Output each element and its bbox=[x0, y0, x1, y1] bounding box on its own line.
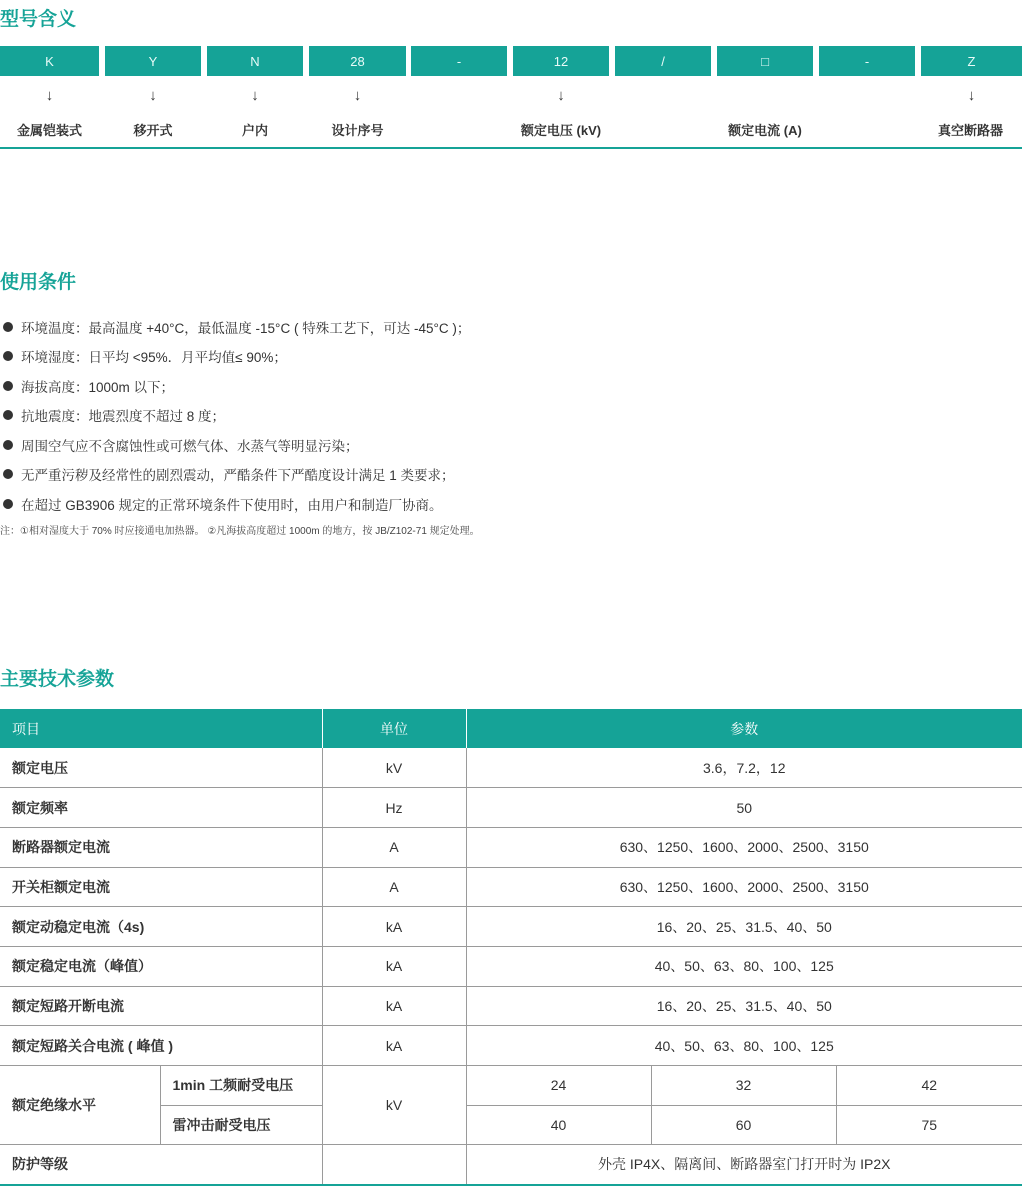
model-description: 额定电流 (A) bbox=[728, 123, 802, 138]
list-item bbox=[3, 312, 470, 342]
row-unit: Hz bbox=[322, 788, 466, 828]
model-code-cell: K bbox=[0, 46, 99, 76]
header-value: 参数 bbox=[466, 709, 1022, 748]
down-arrow-icon: ↓ bbox=[251, 87, 259, 104]
conditions-section-title: 使用条件 bbox=[0, 272, 77, 293]
row-item: 额定动稳定电流（4s) bbox=[0, 907, 322, 947]
row-item: 断路器额定电流 bbox=[0, 827, 322, 867]
conditions-note: 注：①相对湿度大于 70% 时应接通电加热器。 ②凡海拔高度超过 1000m 的地方，按 JB/Z102-71 规定处理。 bbox=[0, 526, 480, 537]
row-value: 60 bbox=[651, 1105, 836, 1145]
model-code-cell: Z bbox=[921, 46, 1022, 76]
table-row bbox=[0, 1145, 1022, 1185]
model-code-cell: 12 bbox=[513, 46, 609, 76]
table-row bbox=[0, 986, 1022, 1026]
model-code-cell: Y bbox=[105, 46, 201, 76]
row-item: 额定短路开断电流 bbox=[0, 986, 322, 1026]
model-section-title: 型号含义 bbox=[0, 9, 77, 30]
down-arrow-icon: ↓ bbox=[45, 87, 54, 104]
model-arrow-row bbox=[0, 87, 1026, 107]
model-code-cell: / bbox=[615, 46, 711, 76]
table-header-row bbox=[0, 709, 1022, 748]
header-unit: 单位 bbox=[322, 709, 466, 748]
model-description: 金属铠装式 bbox=[16, 123, 82, 138]
condition-text: 周围空气应不含腐蚀性或可燃气体、水蒸气等明显污染； bbox=[21, 438, 359, 454]
bullet-icon bbox=[3, 469, 13, 479]
list-item bbox=[3, 342, 470, 372]
row-unit: kA bbox=[322, 986, 466, 1026]
model-description: 真空断路器 bbox=[937, 123, 1003, 138]
table-row bbox=[0, 1066, 1022, 1106]
model-code-cell: □ bbox=[717, 46, 813, 76]
row-item: 额定频率 bbox=[0, 788, 322, 828]
bullet-icon bbox=[3, 440, 13, 450]
down-arrow-icon: ↓ bbox=[353, 87, 362, 104]
row-value: 16、20、25、31.5、40、50 bbox=[466, 907, 1022, 947]
condition-text: 环境温度：最高温度 +40°C，最低温度 -15°C ( 特殊工艺下，可达 -45°C )； bbox=[21, 320, 471, 336]
bullet-icon bbox=[3, 499, 13, 509]
conditions-list bbox=[3, 312, 470, 519]
list-item bbox=[3, 460, 470, 490]
row-value: 42 bbox=[836, 1066, 1022, 1106]
specs-section-title: 主要技术参数 bbox=[0, 669, 115, 690]
condition-text: 环境湿度：日平均 <95%．月平均值≤ 90%； bbox=[21, 350, 287, 366]
model-code-cell: - bbox=[411, 46, 507, 76]
list-item bbox=[3, 489, 470, 519]
list-item bbox=[3, 371, 470, 401]
condition-text: 在超过 GB3906 规定的正常环境条件下使用时，由用户和制造厂协商。 bbox=[21, 497, 443, 513]
row-value: 24 bbox=[466, 1066, 651, 1106]
row-item: 额定稳定电流（峰值） bbox=[0, 946, 322, 986]
spec-table bbox=[0, 709, 1022, 1186]
row-unit bbox=[322, 1145, 466, 1185]
list-item bbox=[3, 430, 470, 460]
table-row bbox=[0, 867, 1022, 907]
row-unit: A bbox=[322, 827, 466, 867]
section-divider bbox=[0, 147, 1022, 149]
list-item bbox=[3, 401, 470, 431]
row-value: 40、50、63、80、100、125 bbox=[466, 1026, 1022, 1066]
row-value: 50 bbox=[466, 788, 1022, 828]
down-arrow-icon: ↓ bbox=[149, 87, 157, 104]
row-unit: kA bbox=[322, 1026, 466, 1066]
row-value: 40、50、63、80、100、125 bbox=[466, 946, 1022, 986]
model-code-cell: - bbox=[819, 46, 915, 76]
bullet-icon bbox=[3, 410, 13, 420]
condition-text: 无严重污秽及经常性的剧烈震动，严酷条件下严酷度设计满足 1 类要求； bbox=[21, 468, 455, 484]
row-unit: A bbox=[322, 867, 466, 907]
row-value: 3.6，7.2，12 bbox=[466, 748, 1022, 788]
row-item: 额定绝缘水平 bbox=[0, 1066, 160, 1145]
row-item: 额定短路关合电流 ( 峰值 ) bbox=[0, 1026, 322, 1066]
row-subitem: 1min 工频耐受电压 bbox=[160, 1066, 322, 1106]
condition-text: 抗地震度：地震烈度不超过 8 度； bbox=[21, 409, 226, 425]
row-value: 630、1250、1600、2000、2500、3150 bbox=[466, 827, 1022, 867]
row-value: 75 bbox=[836, 1105, 1022, 1145]
condition-text: 海拔高度：1000m 以下； bbox=[21, 379, 175, 395]
model-code-row bbox=[0, 46, 1026, 76]
row-value: 40 bbox=[466, 1105, 651, 1145]
row-subitem: 雷冲击耐受电压 bbox=[160, 1105, 322, 1145]
down-arrow-icon: ↓ bbox=[557, 87, 565, 104]
table-row bbox=[0, 827, 1022, 867]
model-description: 移开式 bbox=[133, 123, 173, 138]
bullet-icon bbox=[3, 322, 13, 332]
model-description: 户内 bbox=[241, 123, 268, 138]
model-code-cell: 28 bbox=[309, 46, 406, 76]
row-value: 630、1250、1600、2000、2500、3150 bbox=[466, 867, 1022, 907]
bullet-icon bbox=[3, 381, 13, 391]
row-value: 32 bbox=[651, 1066, 836, 1106]
table-row bbox=[0, 788, 1022, 828]
row-item: 额定电压 bbox=[0, 748, 322, 788]
row-item: 防护等级 bbox=[0, 1145, 322, 1185]
table-row bbox=[0, 907, 1022, 947]
model-description: 额定电压 (kV) bbox=[520, 123, 602, 138]
table-row bbox=[0, 1026, 1022, 1066]
row-value: 外壳 IP4X、隔离间、断路器室门打开时为 IP2X bbox=[466, 1145, 1022, 1185]
row-unit: kA bbox=[322, 907, 466, 947]
model-code-cell: N bbox=[207, 46, 303, 76]
row-unit: kV bbox=[322, 1066, 466, 1145]
row-value: 16、20、25、31.5、40、50 bbox=[466, 986, 1022, 1026]
model-description: 设计序号 bbox=[331, 123, 384, 138]
row-unit: kA bbox=[322, 946, 466, 986]
table-row bbox=[0, 748, 1022, 788]
row-unit: kV bbox=[322, 748, 466, 788]
table-row bbox=[0, 946, 1022, 986]
model-description-row bbox=[0, 120, 1026, 140]
down-arrow-icon: ↓ bbox=[967, 87, 976, 104]
bullet-icon bbox=[3, 351, 13, 361]
row-item: 开关柜额定电流 bbox=[0, 867, 322, 907]
header-item: 项目 bbox=[0, 709, 322, 748]
